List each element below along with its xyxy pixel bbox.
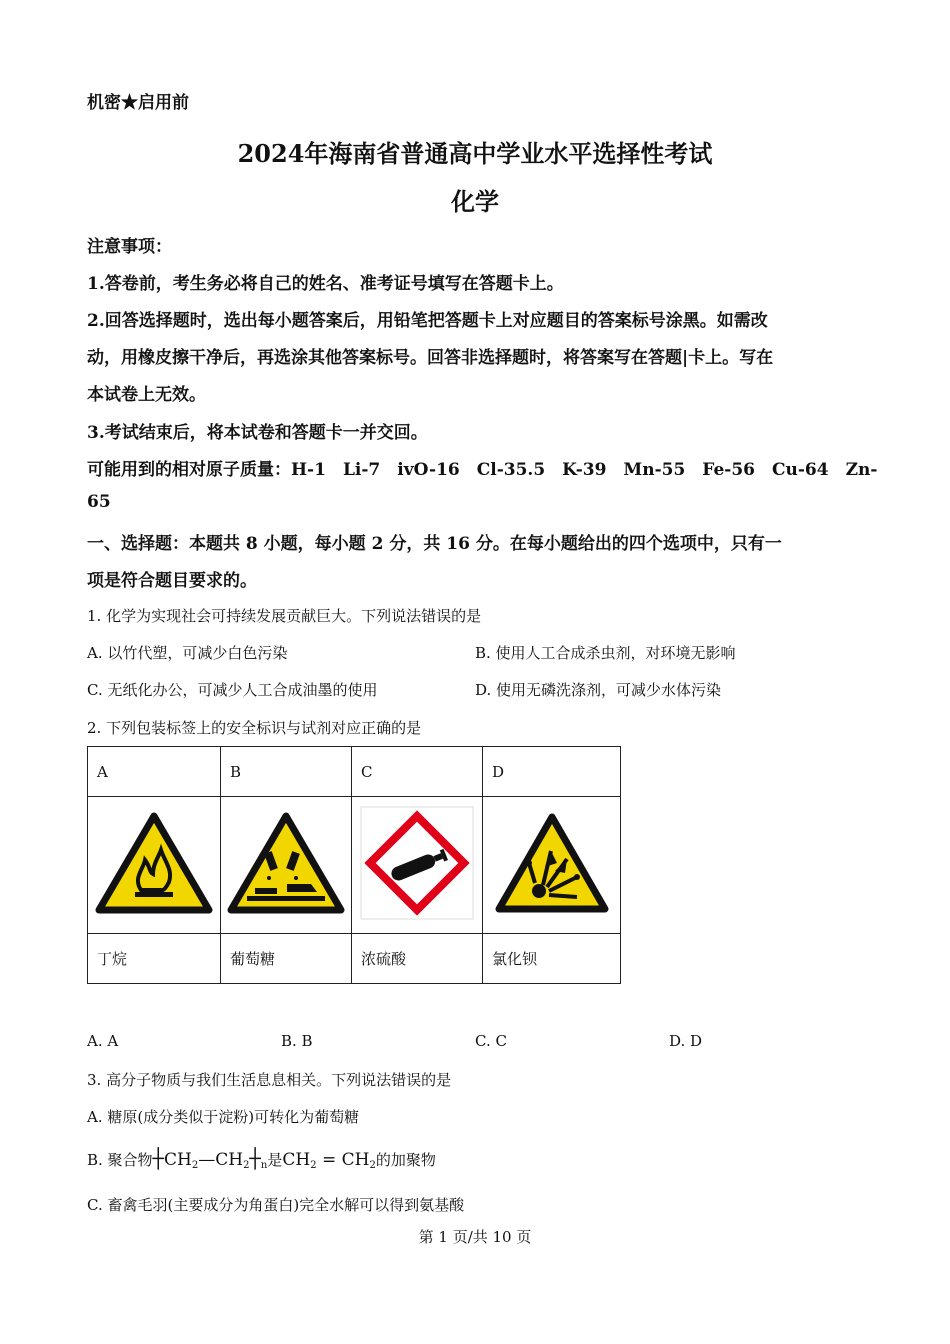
q1-option-b: B. 使用人工合成杀虫剂，对环境无影响	[475, 644, 736, 662]
explosive-sign-icon	[493, 811, 611, 915]
q1-option-a: A. 以竹代塑，可减少白色污染	[87, 644, 288, 662]
atomic-masses-line-1: 可能用到的相对原子质量：H-1 Li-7 ivO-16 Cl-35.5 K-39 Mn-55 Fe-56 Cu-64 Zn-	[87, 460, 878, 480]
q1-option-c: C. 无纸化办公，可减少人工合成油墨的使用	[87, 681, 378, 699]
subscript: 2	[243, 1160, 250, 1171]
table-header-b: B	[221, 747, 352, 797]
polymer-right-bracket: ┼	[249, 1148, 261, 1170]
q2-option-c: C. C	[475, 1032, 507, 1050]
section-1-heading-line-2: 项是符合题目要求的。	[87, 571, 257, 591]
q2-option-b: B. B	[281, 1032, 313, 1050]
table-sign-c	[352, 797, 483, 934]
polymer-n-subscript: n	[260, 1160, 268, 1171]
table-header-d: D	[483, 747, 621, 797]
exam-title: 2024年海南省普通高中学业水平选择性考试	[237, 139, 713, 168]
table-sign-d	[483, 797, 621, 934]
subscript: 2	[310, 1160, 317, 1171]
notes-heading: 注意事项：	[87, 237, 172, 257]
compressed-gas-sign-icon	[360, 806, 474, 920]
q3-option-a: A. 糖原(成分类似于淀粉)可转化为葡萄糖	[87, 1108, 360, 1126]
table-reagent-b: 葡萄糖	[221, 934, 352, 984]
subscript: 2	[191, 1160, 199, 1171]
note-item-1: 1.答卷前，考生务必将自己的姓名、准考证号填写在答题卡上。	[87, 274, 564, 294]
table-reagent-d: 氯化钡	[483, 934, 621, 984]
q1-option-d: D. 使用无磷洗涤剂，可减少水体污染	[475, 681, 722, 699]
monomer-ch2-2: = CH	[316, 1150, 370, 1170]
table-reagent-a: 丁烷	[88, 934, 221, 984]
note-item-3: 3.考试结束后，将本试卷和答题卡一并交回。	[87, 423, 428, 443]
section-1-heading-line-1: 一、选择题：本题共 8 小题，每小题 2 分，共 16 分。在每小题给出的四个选项中，只有一	[87, 534, 782, 554]
subject-title: 化学	[451, 187, 499, 216]
subscript: 2	[369, 1160, 376, 1171]
table-sign-a	[88, 797, 221, 934]
polymer-ch2-2: —CH	[198, 1150, 244, 1170]
q2-stem: 2. 下列包装标签上的安全标识与试剂对应正确的是	[87, 719, 422, 737]
note-item-2-line-3: 本试卷上无效。	[87, 385, 206, 405]
atomic-masses-line-2: 65	[87, 492, 111, 512]
q3-option-b	[87, 1148, 436, 1171]
q3-option-c: C. 畜禽毛羽(主要成分为角蛋白)完全水解可以得到氨基酸	[87, 1196, 465, 1214]
note-item-2-line-1: 2.回答选择题时，选出每小题答案后，用铅笔把答题卡上对应题目的答案标号涂黑。如需改	[87, 311, 768, 331]
q2-option-a: A. A	[87, 1032, 119, 1050]
flammable-sign-icon	[95, 812, 213, 914]
q3-option-b-suffix: 的加聚物	[375, 1151, 436, 1169]
table-header-c: C	[352, 747, 483, 797]
monomer-ch2-1: CH	[282, 1150, 311, 1170]
confidential-label: 机密★启用前	[87, 93, 189, 113]
q3-option-b-middle: 是	[267, 1151, 283, 1169]
polymer-ch2-1: CH	[164, 1150, 192, 1170]
safety-sign-table	[87, 746, 621, 984]
page-footer: 第 1 页/共 10 页	[418, 1228, 532, 1246]
q2-option-d: D. D	[669, 1032, 703, 1050]
table-sign-b	[221, 797, 352, 934]
table-header-a: A	[88, 747, 221, 797]
table-reagent-c: 浓硫酸	[352, 934, 483, 984]
q3-option-b-prefix: B. 聚合物	[87, 1151, 153, 1169]
polymer-left-bracket: ┼	[152, 1148, 165, 1170]
q3-stem: 3. 高分子物质与我们生活息息相关。下列说法错误的是	[87, 1071, 452, 1089]
q1-stem: 1. 化学为实现社会可持续发展贡献巨大。下列说法错误的是	[87, 607, 482, 625]
corrosive-sign-icon	[227, 812, 345, 914]
note-item-2-line-2: 动，用橡皮擦干净后，再选涂其他答案标号。回答非选择题时，将答案写在答题|卡上。写在	[87, 348, 774, 368]
